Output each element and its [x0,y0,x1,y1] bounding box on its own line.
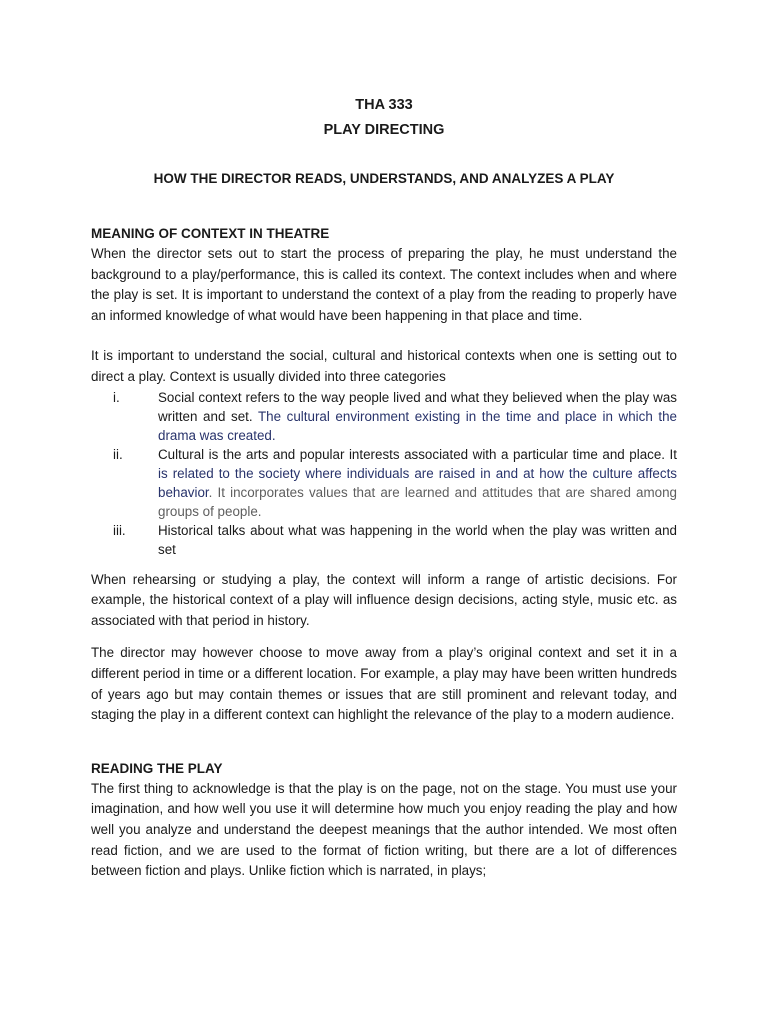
document-page [91,93,677,882]
list-item [91,445,677,521]
course-name: PLAY DIRECTING [323,122,445,138]
list-number: ii. [113,446,123,462]
reading-paragraph-1: The first thing to acknowledge is that the play is on the page, not on the stage. You must use your imagination, and how well you use it will determine how much you enjoy reading the play and how well you analyze and understand the deepest meanings that the author intended. We most often read fiction, and we are used to the format of fiction writing, but there are a lot of differences between fiction and plays. Unlike fiction which is narrated, in plays; [91,780,677,879]
list-item [91,521,677,559]
list-number: i. [113,389,120,405]
context-paragraph-2: It is important to understand the social, cultural and historical contexts when one is setting out to direct a play. Context is usually divided into three categories [91,348,677,384]
section-heading-reading: READING THE PLAY [91,760,223,776]
list-number: iii. [113,522,126,538]
list-text: Social context refers to the way people lived and what they believed when the play was written and set. The cultural environment existing in the time and place in which the drama was created. [158,389,677,443]
course-code: THA 333 [355,97,413,113]
list-item [91,388,677,445]
context-paragraph-3: When rehearsing or studying a play, the context will inform a range of artistic decisions. For example, the historical context of a play will influence design decisions, acting style, music etc. as associated with that period in history. [91,571,677,628]
list-text: Historical talks about what was happening in the world when the play was written and set [158,522,677,557]
context-categories-list [91,388,677,559]
context-paragraph-4: The director may however choose to move away from a play’s original context and set it in a different period in time or a different location. For example, a play may have been written hundreds of years ago but may contain themes or issues that are still prominent and relevant today, and staging the play in a different context can highlight the relevance of the play to a modern audience. [91,645,677,723]
context-paragraph-1: When the director sets out to start the process of preparing the play, he must understand the background to a play/performance, this is called its context. The context includes when and where the play is set. It is important to understand the context of a play from the reading to properly have an informed knowledge of what would have been happening in that place and time. [91,246,677,323]
section-heading-context: MEANING OF CONTEXT IN THEATRE [91,226,330,241]
list-text: Cultural is the arts and popular interests associated with a particular time and place. It is related to the society where individuals are raised in and at how the culture affects behavior. It incorporates values that are learned and attitudes that are shared among groups of people. [158,446,677,519]
document-subtitle: HOW THE DIRECTOR READS, UNDERSTANDS, AND ANALYZES A PLAY [153,171,615,186]
